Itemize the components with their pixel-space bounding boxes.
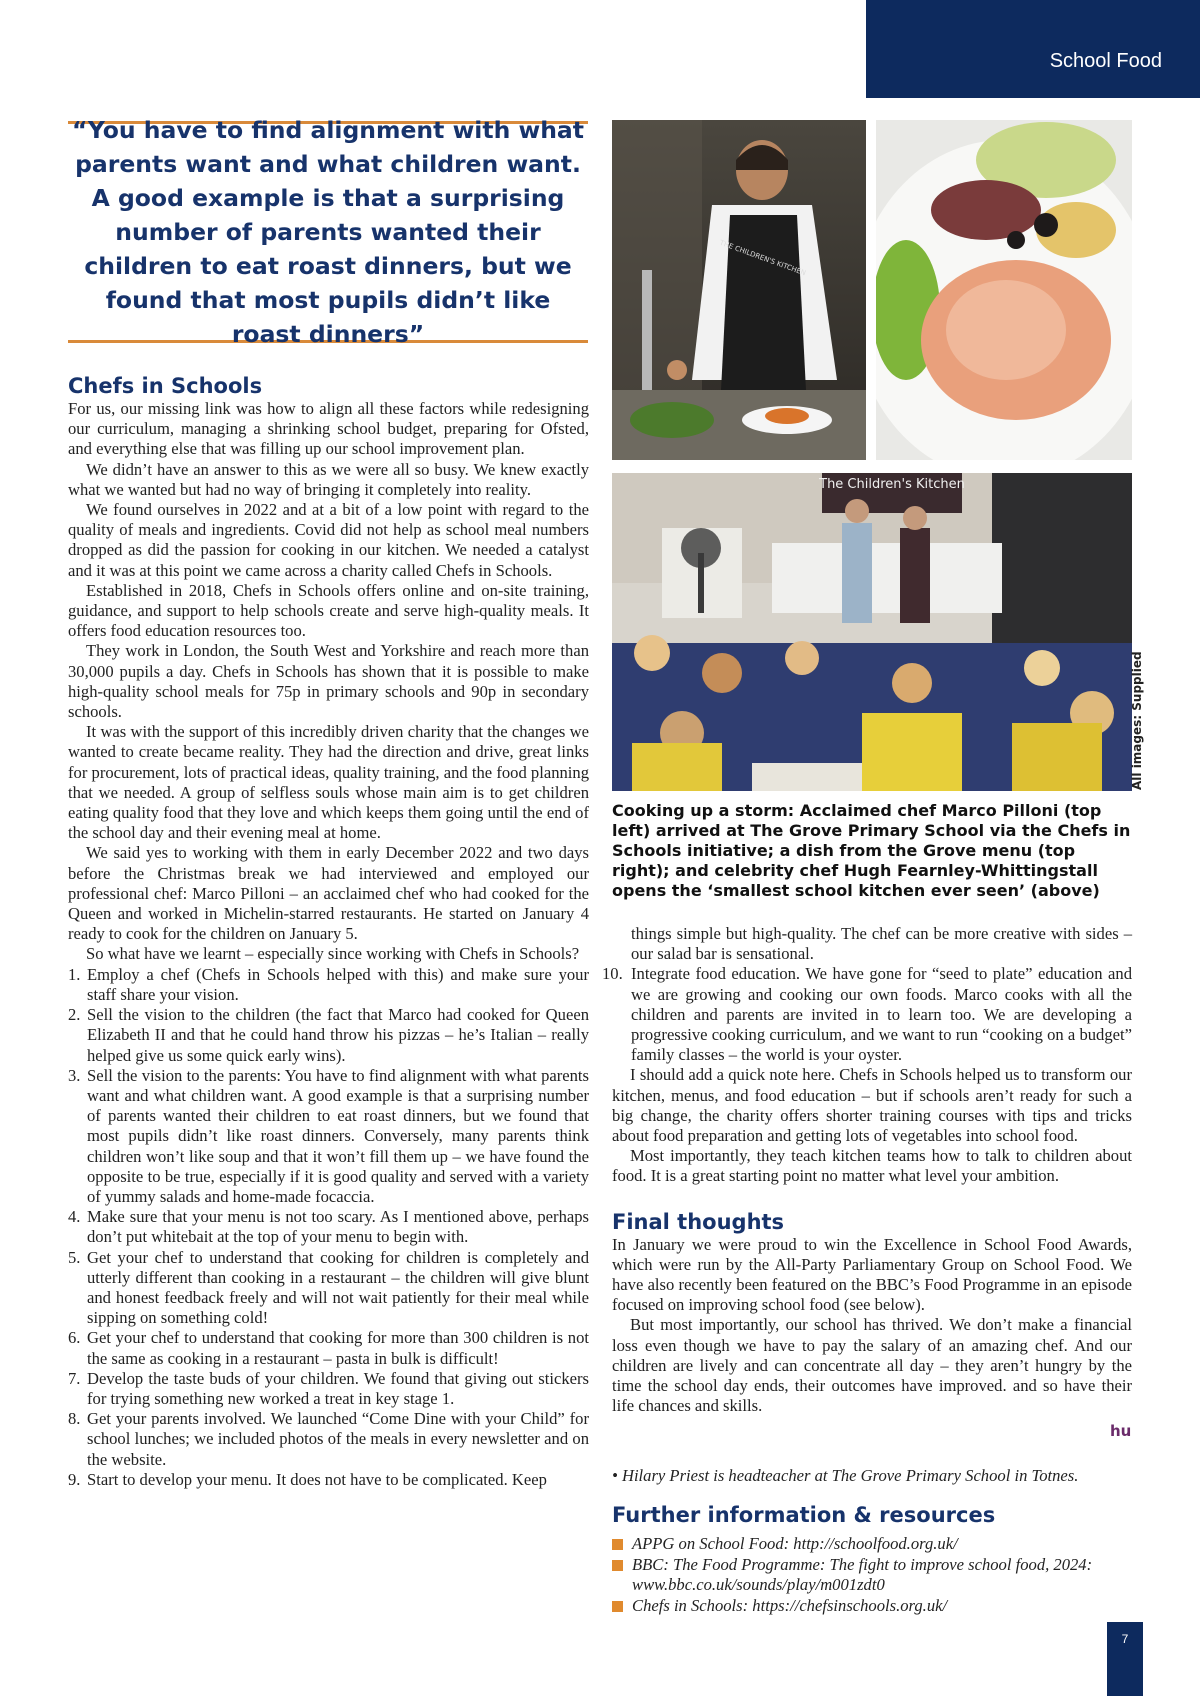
end-mark-logo: hu bbox=[1110, 1422, 1132, 1440]
paragraph: But most importantly, our school has thrived. We don’t make a financial loss even though we have to pay the salary of an amazing chef. And our children are lively and can concentrate all day – they aren’t hungry by the time the school day ends, their outcomes have improved. and so have their life chances and skills. bbox=[612, 1315, 1132, 1416]
list-number: 4. bbox=[68, 1207, 81, 1227]
left-column bbox=[68, 373, 589, 1490]
chef-photo-illustration bbox=[612, 120, 866, 460]
list-item bbox=[68, 1470, 589, 1490]
image-credit: All images: Supplied bbox=[1130, 651, 1144, 790]
section-label: School Food bbox=[1049, 50, 1162, 72]
resource-link[interactable]: APPG on School Food: http://schoolfood.org.uk/ bbox=[612, 1534, 1137, 1555]
list-item bbox=[68, 1369, 589, 1409]
kitchen-photo-illustration bbox=[612, 473, 1132, 791]
photo-caption: Cooking up a storm: Acclaimed chef Marco Pilloni (top left) arrived at The Grove Primary School via the Chefs in Schools initiative; a dish from the Grove menu (top right); and celebrity chef Hugh Fearnley-Whittingstall opens the ‘smallest school kitchen ever seen’ (above) bbox=[612, 801, 1131, 900]
resource-link[interactable]: BBC: The Food Programme: The fight to improve school food, 2024: www.bbc.co.uk/sounds/play/m001zdt0 bbox=[612, 1555, 1137, 1596]
photo-chef-plating bbox=[612, 120, 866, 460]
list-number: 8. bbox=[68, 1409, 81, 1429]
list-text: Develop the taste buds of your children. We found that giving out stickers for trying something new worked a treat in key stage 1. bbox=[87, 1368, 589, 1408]
chefs-heading: Chefs in Schools bbox=[68, 374, 263, 398]
resources-heading: Further information & resources bbox=[612, 1503, 996, 1527]
list-number: 2. bbox=[68, 1005, 81, 1025]
list-number: 5. bbox=[68, 1247, 81, 1267]
paragraph: We didn’t have an answer to this as we were all so busy. We knew exactly what we wanted but had no way of bringing it completely into reality. bbox=[68, 459, 589, 499]
list-number: 3. bbox=[68, 1065, 81, 1085]
list-number: 9. bbox=[68, 1469, 81, 1489]
paragraph: For us, our missing link was how to align all these factors while redesigning our curriculum, managing a shrinking school budget, preparing for Ofsted, and everything else that was filling up our school improvement plan. bbox=[68, 399, 589, 459]
author-note: • Hilary Priest is headteacher at The Grove Primary School in Totnes. bbox=[612, 1466, 1079, 1485]
list-item bbox=[68, 1328, 589, 1368]
pull-quote bbox=[68, 116, 588, 348]
list-item bbox=[68, 1248, 589, 1329]
paragraph: So what have we learnt – especially since working with Chefs in Schools? bbox=[86, 944, 580, 964]
right-column bbox=[602, 924, 1132, 1416]
apron-text: THE CHILDREN'S KITCHEN bbox=[718, 238, 807, 278]
resources-list bbox=[612, 1534, 1137, 1616]
paragraph: Established in 2018, Chefs in Schools offers online and on-site training, guidance, and support to help schools create and serve high-quality meals. It offers food education resources too. bbox=[68, 580, 589, 641]
list-text: Get your chef to understand that cooking for more than 300 children is not the same as cooking in a restaurant – pasta in bulk is difficult! bbox=[87, 1328, 589, 1368]
list-number: 6. bbox=[68, 1328, 81, 1348]
lessons-list-continued bbox=[602, 964, 1132, 1065]
list-item bbox=[602, 964, 1132, 1065]
paragraph: In January we were proud to win the Excellence in School Food Awards, which were run by the All-Party Parliamentary Group on School Food. We have also recently been featured on the BBC’s Food Programme in an episode focused on improving school food (see below). bbox=[612, 1234, 1132, 1315]
list-number: 10. bbox=[602, 964, 623, 984]
list-item bbox=[68, 1005, 589, 1066]
paragraph: We found ourselves in 2022 and at a bit of a low point with regard to the quality of meals and ingredients. Covid did not help as school meal numbers dropped as did the passion for cooking in our kitchen. We needed a catalyst and it was at this point we came across a charity called Chefs in Schools. bbox=[68, 500, 589, 580]
paragraph: We said yes to working with them in early December 2022 and two days before the Christmas break we had interviewed and employed our professional chef: Marco Pilloni – an acclaimed chef who had cooked for the Queen and worked in Michelin-starred restaurants. He started on January 4 ready to cook for the children on January 5. bbox=[68, 843, 589, 944]
final-thoughts-heading: Final thoughts bbox=[612, 1209, 785, 1234]
list-number: 7. bbox=[68, 1368, 81, 1388]
list-item bbox=[68, 1207, 589, 1247]
photo-salmon-dish bbox=[876, 120, 1132, 460]
list-text: Make sure that your menu is not too scary. As I mentioned above, perhaps don’t put whitebait at the top of your menu to begin with. bbox=[87, 1207, 589, 1247]
resource-link[interactable]: Chefs in Schools: https://chefsinschools.org.uk/ bbox=[612, 1596, 1137, 1617]
list-text: Employ a chef (Chefs in Schools helped with this) and make sure your staff share your vision. bbox=[87, 964, 589, 1004]
paragraph: Most importantly, they teach kitchen teams how to talk to children about food. It is a great starting point no matter what level your ambition. bbox=[612, 1146, 1132, 1186]
list-text: Start to develop your menu. It does not have to be complicated. Keep bbox=[87, 1469, 547, 1489]
page-number-box bbox=[1107, 1622, 1143, 1696]
resources-section bbox=[612, 1502, 1137, 1616]
paragraph: It was with the support of this incredibly driven charity that the changes we wanted to create became reality. They had the direction and drive, great links for procurement, lots of practical ideas, quality training, and the food planning that we needed. A group of selfless souls whose main aim is to get children eating quality food that they love and which keeps them going until the end of the school day and their evening meal at home. bbox=[68, 722, 589, 843]
photo-kitchen-opening bbox=[612, 473, 1132, 791]
list-item bbox=[68, 1066, 589, 1207]
list-item bbox=[68, 1409, 589, 1470]
list-text: Integrate food education. We have gone for “seed to plate” education and we are growing and cooking our own foods. Marco cooks with all the children and parents are invited in to learn too. We are developing a progressive cooking curriculum, and we want to run “cooking on a budget” family classes – the world is your oyster. bbox=[631, 964, 1132, 1065]
list-number: 1. bbox=[68, 964, 81, 984]
page-number: 7 bbox=[1121, 1632, 1129, 1646]
list-text: Sell the vision to the parents: You have to find alignment with what parents want and what children want. A good example is that a surprising number of parents wanted their children to eat roast dinners, but we found that most pupils didn’t like roast dinners. Conversely, many parents think children won’t like soup and that it won’t fill them up – we have found the opposite to be true, especially if it is good quality and served with a variety of yummy salads and home-made focaccia. bbox=[87, 1065, 589, 1206]
list-text: Get your chef to understand that cooking for children is completely and utterly different than cooking in a restaurant – the children will give blunt and honest feedback freely and will not wait patiently for their meal while sipping on something cold! bbox=[87, 1247, 589, 1328]
list-item bbox=[68, 965, 589, 1005]
list-text: Get your parents involved. We launched “Come Dine with your Child” for school lunches; we included photos of the meals in every newsletter and on the website. bbox=[87, 1409, 589, 1469]
dish-photo-illustration bbox=[876, 120, 1132, 460]
list-text: Sell the vision to the children (the fact that Marco had cooked for Queen Elizabeth II and that he could hand throw his pizzas – he’s Italian – really helped give us some quick early wins). bbox=[87, 1005, 589, 1065]
section-tab bbox=[866, 0, 1200, 98]
lessons-list bbox=[68, 965, 589, 1490]
list-item-continuation: things simple but high-quality. The chef can be more creative with sides – our salad bar is sensational. bbox=[631, 924, 1132, 964]
paragraph: I should add a quick note here. Chefs in Schools helped us to transform our kitchen, menus, and food education – but if schools aren’t ready for such a big change, the charity offers shorter training courses with tips and tricks about food preparation and getting lots of vegetables into school food. bbox=[612, 1065, 1132, 1146]
pull-quote-text: “You have to find alignment with what parents want and what children want. A good example is that a surprising number of parents wanted their children to eat roast dinners, but we found that most pupils didn’t like roast dinners” bbox=[71, 116, 585, 348]
kitchen-sign-text: The Children's Kitchen bbox=[819, 477, 965, 492]
paragraph: They work in London, the South West and Yorkshire and reach more than 30,000 pupils a day. Chefs in Schools has shown that it is possible to make high-quality school meals for 75p in primary schools and 90p in secondary schools. bbox=[68, 641, 589, 722]
